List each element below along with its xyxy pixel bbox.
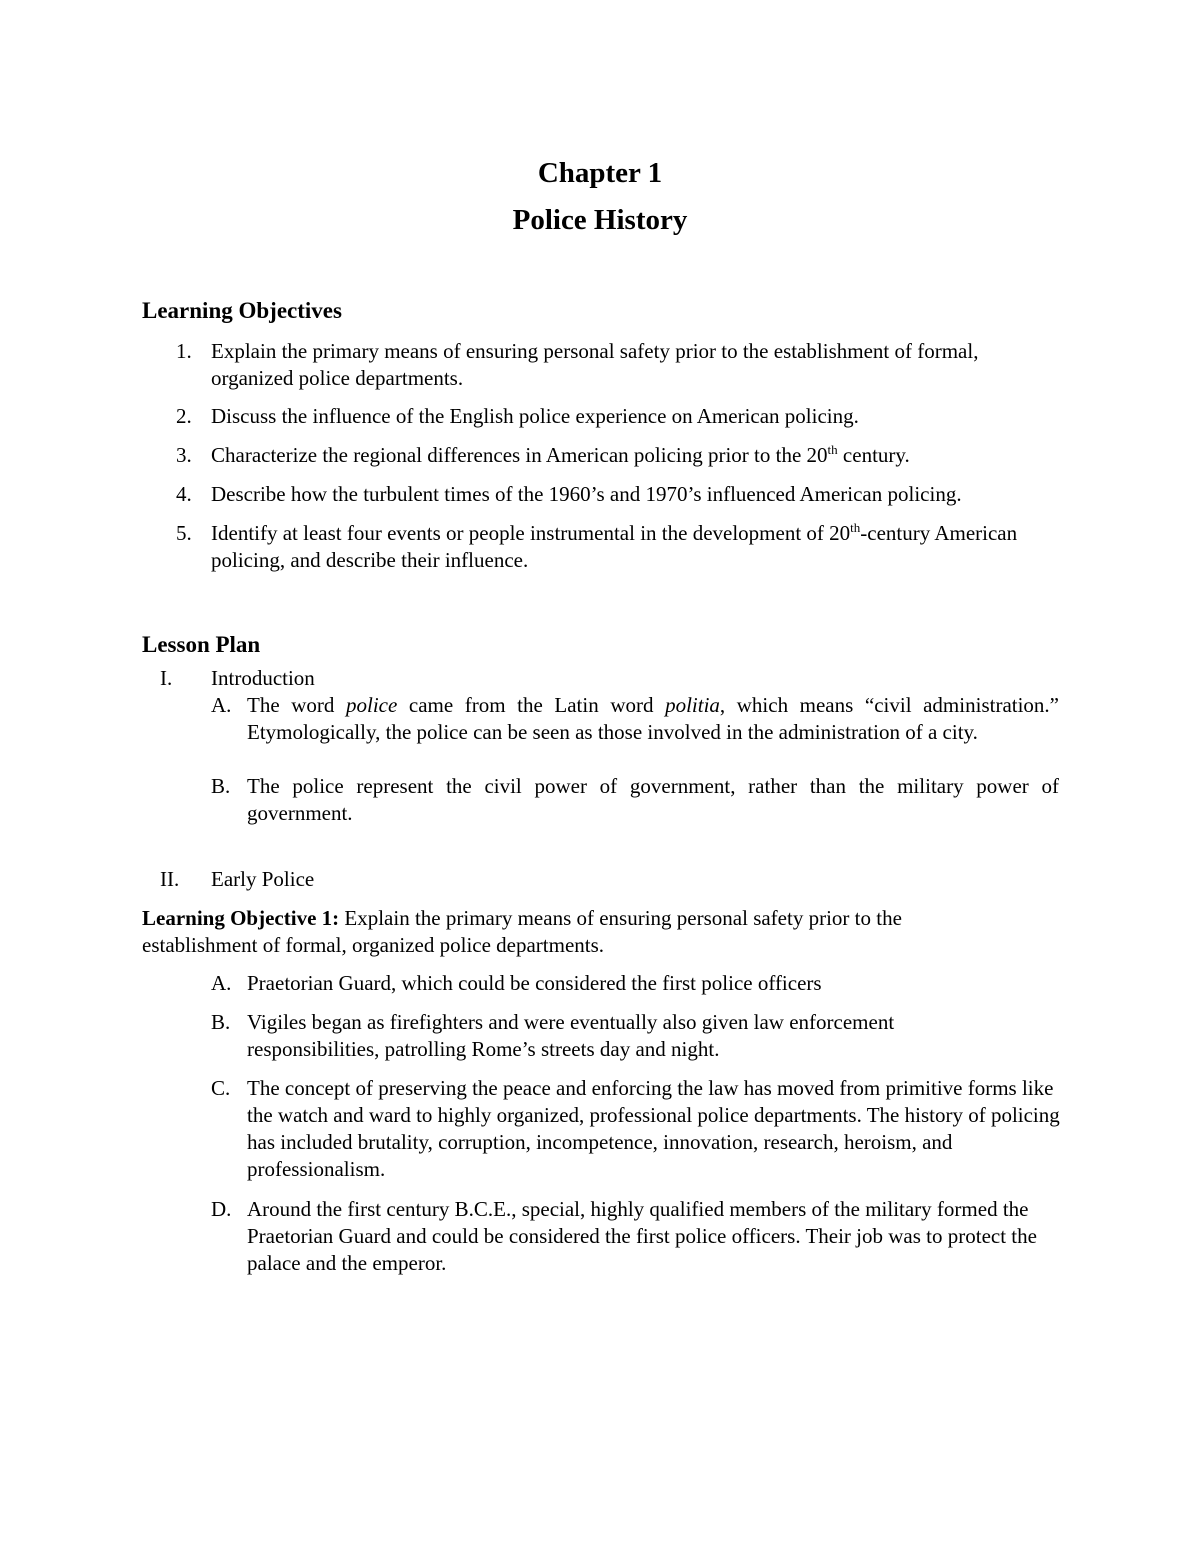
- objective-text: Describe how the turbulent times of the 1960’s and 1970’s influenced American policing.: [211, 482, 962, 506]
- chapter-number: Chapter 1: [537, 157, 663, 189]
- section-numeral: I.: [160, 666, 173, 690]
- section-numeral: II.: [160, 867, 180, 891]
- learning-objective-callout: [142, 905, 1002, 959]
- item-letter: A.: [211, 971, 232, 995]
- objective-text: Identify at least four events or people instrumental in the development of 20th-century American policing, and describe their influence.: [211, 520, 1018, 572]
- item-text: Praetorian Guard, which could be considered the first police officers: [247, 971, 822, 995]
- objective-callout-text: Explain the primary means of ensuring personal safety prior to the establishment of formal, organized police departments.: [142, 906, 902, 957]
- section-title: Introduction: [211, 666, 315, 690]
- objective-number: 3.: [176, 443, 192, 467]
- item-text: Around the first century B.C.E., special, highly qualified members of the military formed the Praetorian Guard and could be considered the first police officers. Their job was to protect the palace and the emperor.: [247, 1197, 1037, 1275]
- objective-number: 2.: [176, 404, 192, 428]
- item-letter: B.: [211, 1010, 231, 1034]
- item-text: The word police came from the Latin word politia, which means “civil administration.” Etymologically, the police can be seen as those involved in the administration of a city.: [247, 693, 1059, 744]
- item-text: Vigiles began as firefighters and were eventually also given law enforcement responsibilities, patrolling Rome’s streets day and night.: [247, 1010, 895, 1061]
- objective-text: Characterize the regional differences in American policing prior to the 20th century.: [211, 442, 910, 467]
- item-letter: A.: [211, 693, 232, 717]
- item-letter: D.: [211, 1197, 232, 1221]
- objective-number: 1.: [176, 339, 192, 363]
- objective-text: Explain the primary means of ensuring personal safety prior to the establishment of formal, organized police departments.: [211, 339, 979, 390]
- objective-number: 4.: [176, 482, 192, 506]
- item-letter: B.: [211, 774, 231, 798]
- learning-objectives-heading: Learning Objectives: [142, 298, 342, 323]
- item-text: The concept of preserving the peace and enforcing the law has moved from primitive forms like the watch and ward to highly organized, professional police departments. The history of policing has included brutality, corruption, incompetence, innovation, research, heroism, and professionalism.: [247, 1076, 1060, 1181]
- objective-number: 5.: [176, 521, 192, 545]
- objective-text: Discuss the influence of the English police experience on American policing.: [211, 404, 859, 428]
- lesson-plan-heading: Lesson Plan: [142, 632, 261, 657]
- item-text: The police represent the civil power of government, rather than the military power of government.: [247, 774, 1059, 825]
- item-letter: C.: [211, 1076, 231, 1100]
- objective-label: Learning Objective 1:: [142, 906, 340, 930]
- section-title: Early Police: [211, 867, 315, 891]
- page-title: Police History: [512, 204, 688, 236]
